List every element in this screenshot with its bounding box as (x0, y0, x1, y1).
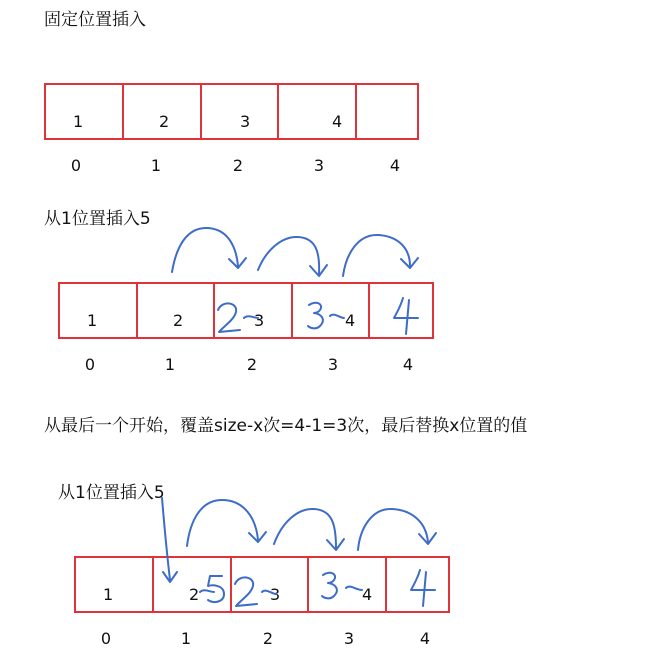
insert-arrow-icon (162, 498, 177, 582)
index-label: 2 (246, 355, 258, 374)
shift-arrow-icon (172, 228, 246, 272)
index-label: 0 (84, 355, 96, 374)
heading-fixed-position-insert: 固定位置插入 (44, 10, 146, 30)
index-label: 1 (180, 629, 192, 648)
shift-arrow-icon (258, 237, 327, 276)
heading-insert-at-1: 从1位置插入5 (44, 209, 151, 229)
shift-arrow-icon (358, 509, 436, 550)
index-label: 0 (100, 629, 112, 648)
cell-value: 2 (159, 112, 170, 131)
cell-value: 2 (173, 311, 184, 330)
cell-value: 3 (240, 112, 251, 131)
cell-value: 2 (189, 585, 200, 604)
index-label: 4 (389, 156, 401, 175)
cell-value: 4 (332, 112, 343, 131)
handwritten-2 (218, 303, 240, 332)
handwritten-arrow-mark (346, 587, 362, 590)
cell-value: 3 (254, 311, 265, 330)
index-label: 1 (150, 156, 162, 175)
cell-value: 1 (103, 585, 114, 604)
handwritten-4 (394, 298, 418, 334)
index-label: 3 (327, 355, 339, 374)
heading-insert-at-1-second: 从1位置插入5 (58, 483, 165, 503)
cell-value: 1 (73, 112, 84, 131)
shift-arrow-icon (187, 500, 266, 546)
index-label: 0 (70, 156, 82, 175)
handwritten-arrow-mark (262, 591, 276, 594)
cell-value: 3 (270, 585, 281, 604)
index-label: 1 (164, 355, 176, 374)
handwritten-5 (208, 576, 224, 602)
handwritten-3 (308, 303, 323, 329)
handwritten-arrow-mark (200, 590, 214, 592)
cell-value: 4 (362, 585, 373, 604)
index-label: 3 (343, 629, 355, 648)
index-label: 2 (262, 629, 274, 648)
index-label: 2 (232, 156, 244, 175)
index-label: 4 (402, 355, 414, 374)
heading-overwrite-explanation: 从最后一个开始，覆盖size-x次=4-1=3次，最后替换x位置的值 (44, 416, 528, 436)
handwritten-3 (322, 573, 337, 599)
cell-value: 4 (345, 311, 356, 330)
handwritten-arrow-mark (330, 315, 344, 318)
index-label: 3 (313, 156, 325, 175)
shift-arrow-icon (274, 509, 344, 550)
shift-arrow-icon (343, 235, 418, 276)
handwritten-4 (411, 570, 435, 606)
cell-value: 1 (87, 311, 98, 330)
index-label: 4 (419, 629, 431, 648)
handwritten-arrow-mark (244, 316, 258, 318)
handwritten-2 (235, 577, 257, 606)
